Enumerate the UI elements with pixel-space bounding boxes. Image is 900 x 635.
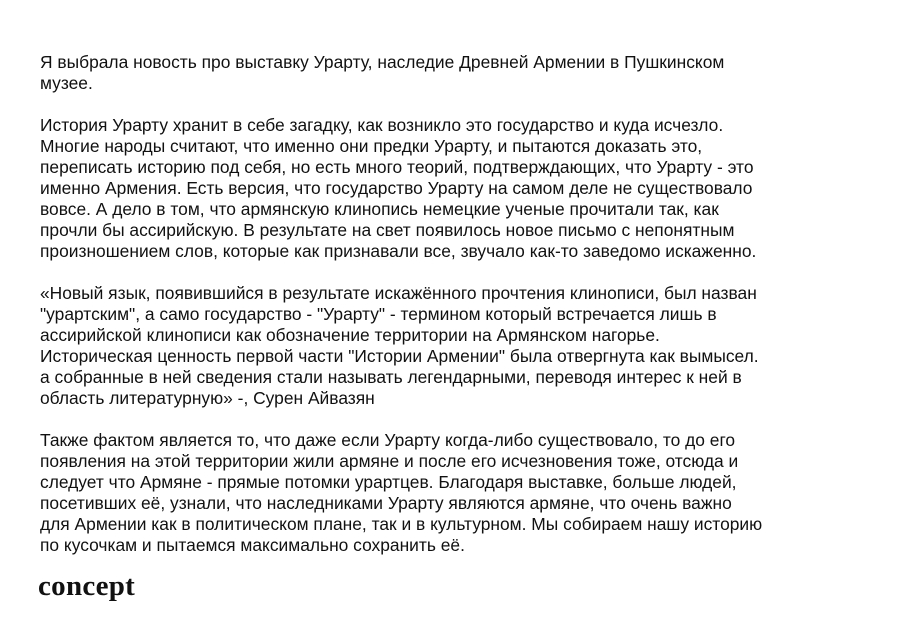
article-body	[40, 52, 870, 577]
paragraph-quote	[40, 283, 870, 409]
text-line: именно Армения. Есть версия, что государство Урарту на самом деле не существовало	[40, 178, 753, 198]
text-line: Многие народы считают, что именно они предки Урарту, и пытаются доказать это,	[40, 136, 703, 156]
concept-logo: concept	[38, 570, 136, 602]
text-line: «Новый язык, появившийся в результате искажённого прочтения клинописи, был назван	[40, 283, 757, 303]
text-line: произношением слов, которые как признавали все, звучало как-то заведомо искаженно.	[40, 241, 757, 261]
text-line: прочли бы ассирийскую. В результате на свет появилось новое письмо с непонятным	[40, 220, 735, 240]
text-line: посетивших её, узнали, что наследниками Урарту являются армяне, что очень важно	[40, 493, 732, 513]
paragraph-conclusion	[40, 430, 870, 556]
paragraph-history	[40, 115, 870, 262]
text-line: появления на этой территории жили армяне и после его исчезновения тоже, отсюда и	[40, 451, 739, 471]
text-line: следует что Армяне - прямые потомки урартцев. Благодаря выставке, больше людей,	[40, 472, 737, 492]
text-line: ассирийской клинописи как обозначение территории на Армянском нагорье.	[40, 325, 660, 345]
text-line: Я выбрала новость про выставку Урарту, наследие Древней Армении в Пушкинском	[40, 52, 725, 72]
text-line: музее.	[40, 73, 93, 93]
text-line: по кусочкам и пытаемся максимально сохранить её.	[40, 535, 465, 555]
text-line: Также фактом является то, что даже если Урарту когда-либо существовало, то до его	[40, 430, 736, 450]
text-line: вовсе. А дело в том, что армянскую клинопись немецкие ученые прочитали так, как	[40, 199, 719, 219]
paragraph-intro	[40, 52, 870, 94]
text-line: область литературную» -, Сурен Айвазян	[40, 388, 375, 408]
text-line: История Урарту хранит в себе загадку, как возникло это государство и куда исчезло.	[40, 115, 724, 135]
text-line: для Армении как в политическом плане, так и в культурном. Мы собираем нашу историю	[40, 514, 763, 534]
text-line: переписать историю под себя, но есть много теорий, подтверждающих, что Урарту - это	[40, 157, 754, 177]
text-line: а собранные в ней сведения стали называть легендарными, переводя интерес к ней в	[40, 367, 742, 387]
text-line: "урартским", а само государство - "Урарту" - термином который встречается лишь в	[40, 304, 717, 324]
text-line: Историческая ценность первой части "Истории Армении" была отвергнута как вымысел.	[40, 346, 759, 366]
